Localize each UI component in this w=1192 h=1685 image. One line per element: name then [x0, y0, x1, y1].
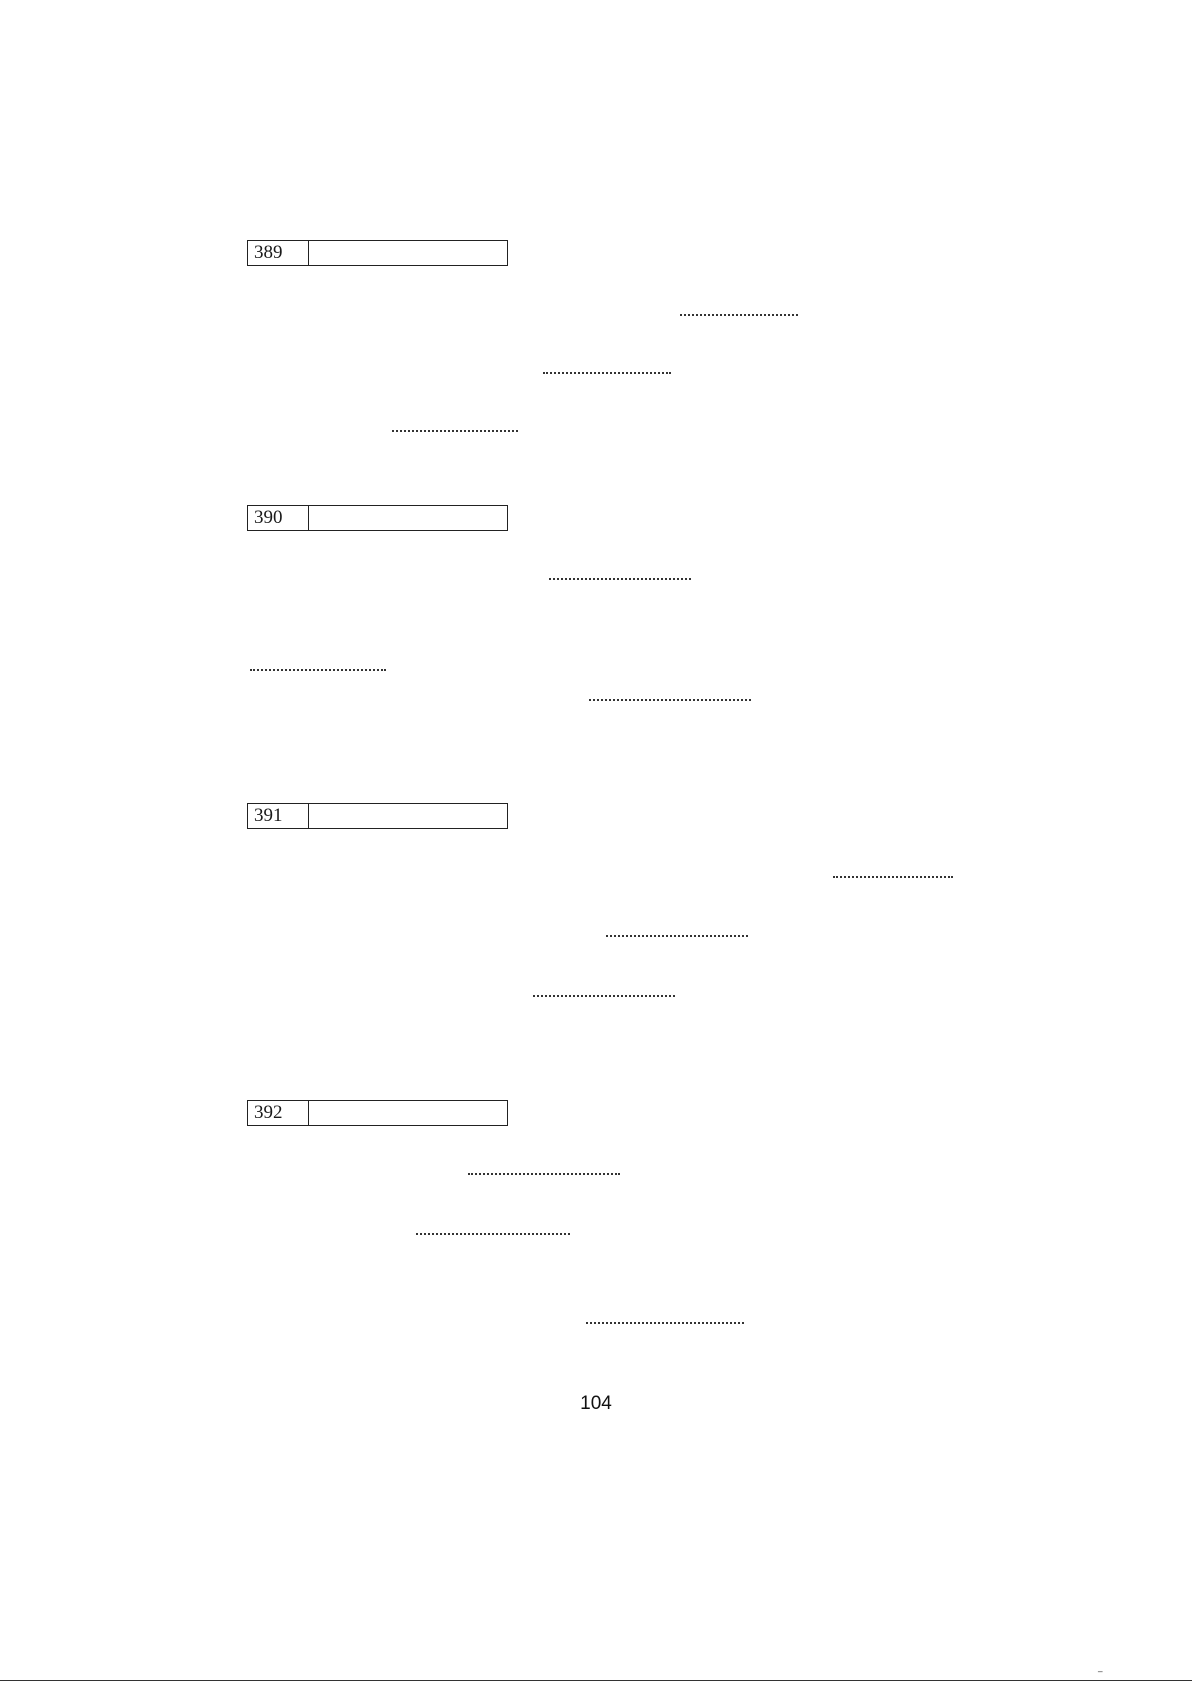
- question-number-box-391: [247, 803, 508, 829]
- question-number: 390: [248, 506, 309, 530]
- answer-blank-dots[interactable]: [533, 995, 675, 1001]
- mark-entry-field[interactable]: [309, 1101, 507, 1125]
- question-number-box-390: [247, 505, 508, 531]
- answer-blank-dots[interactable]: [543, 372, 671, 378]
- question-number: 391: [248, 804, 309, 828]
- mark-entry-field[interactable]: [309, 506, 507, 530]
- answer-blank-dots[interactable]: [833, 876, 953, 882]
- page-number: 104: [580, 1393, 612, 1414]
- mark-entry-field[interactable]: [309, 241, 507, 265]
- answer-blank-dots[interactable]: [589, 699, 751, 705]
- answer-blank-dots[interactable]: [549, 578, 691, 584]
- question-number-box-389: [247, 240, 508, 266]
- question-number: 392: [248, 1101, 309, 1125]
- question-number: 389: [248, 241, 309, 265]
- answer-blank-dots[interactable]: [586, 1322, 744, 1328]
- answer-blank-dots[interactable]: [606, 935, 748, 941]
- answer-blank-dots[interactable]: [392, 430, 518, 436]
- answer-blank-dots[interactable]: [468, 1173, 620, 1179]
- answer-blank-dots[interactable]: [680, 314, 798, 320]
- mark-entry-field[interactable]: [309, 804, 507, 828]
- answer-blank-dots[interactable]: [250, 669, 386, 675]
- question-number-box-392: [247, 1100, 508, 1126]
- corner-mark: ‾: [1098, 1671, 1103, 1681]
- bottom-rule: [0, 1680, 1192, 1681]
- answer-blank-dots[interactable]: [416, 1233, 570, 1239]
